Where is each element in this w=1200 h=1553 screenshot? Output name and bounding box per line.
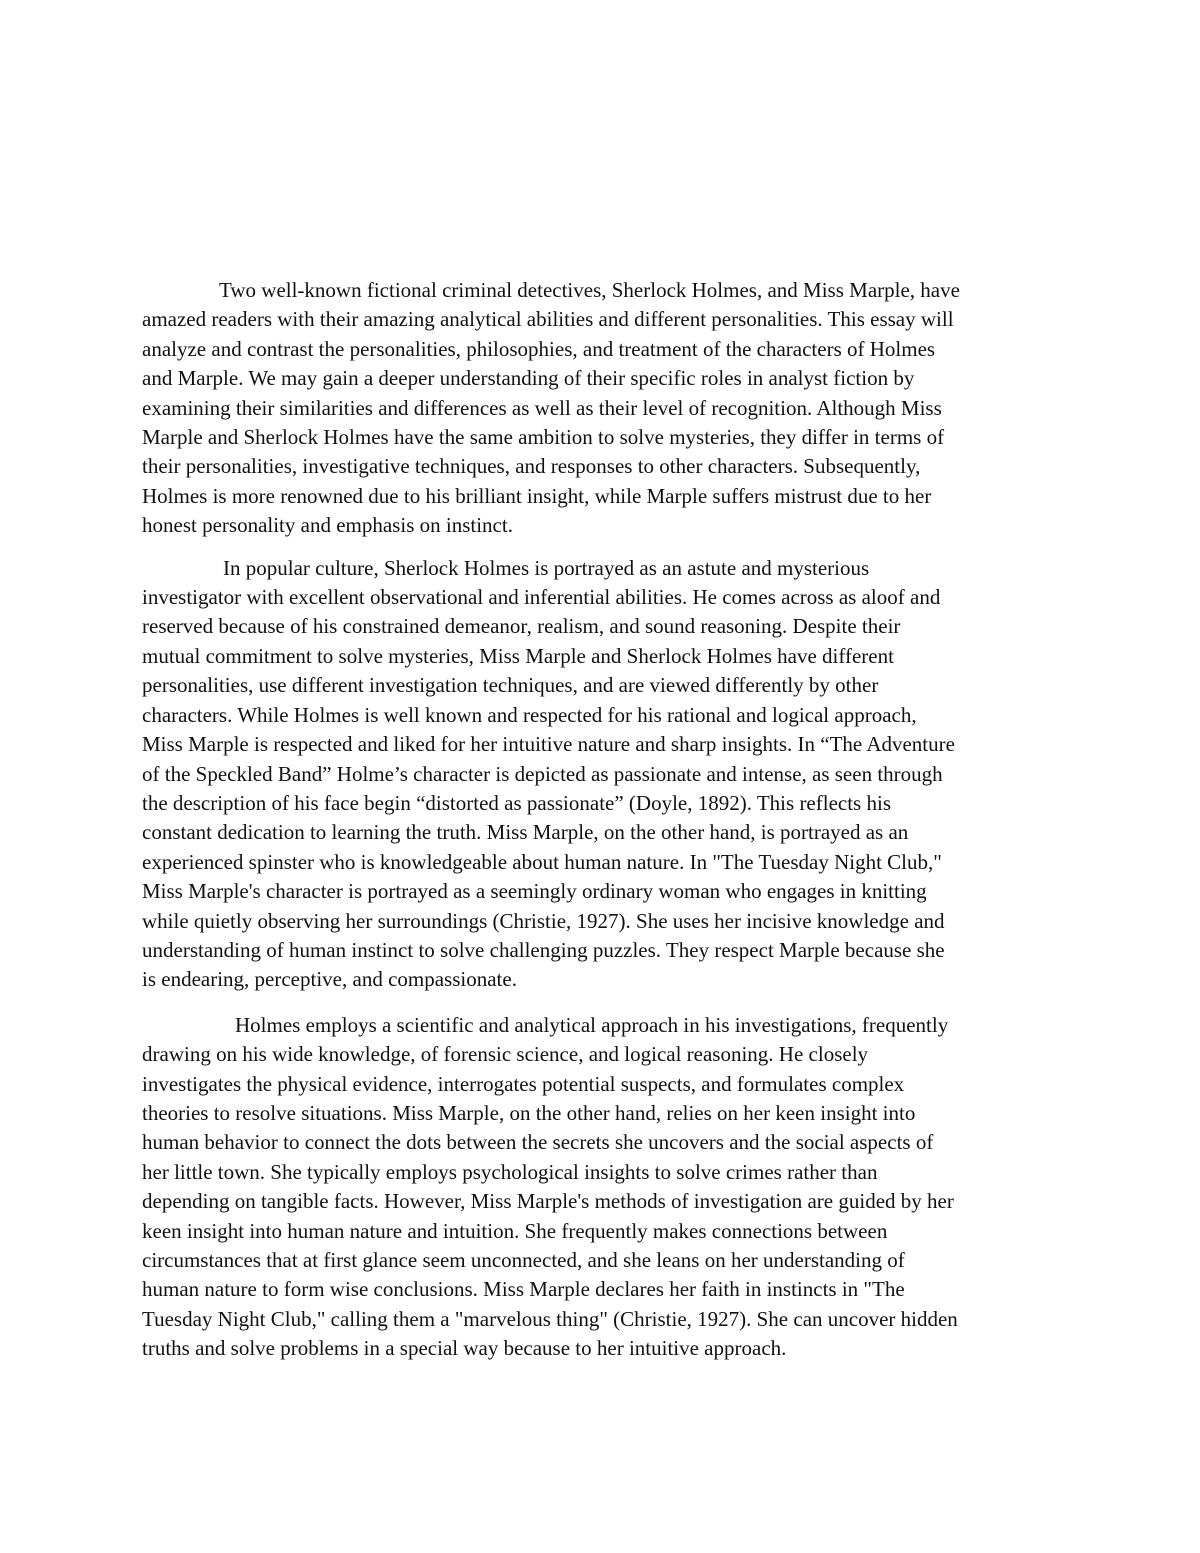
text-line: her little town. She typically employs psychological insights to solve crimes rather than xyxy=(142,1159,878,1184)
paragraph-2 xyxy=(142,554,1068,995)
text-line: examining their similarities and differences as well as their level of recognition. Although Miss xyxy=(142,395,942,420)
text-line: Tuesday Night Club," calling them a "marvelous thing" (Christie, 1927). She can uncover hidden xyxy=(142,1306,958,1331)
text-line: personalities, use different investigation techniques, and are viewed differently by other xyxy=(142,673,879,698)
text-line: depending on tangible facts. However, Miss Marple's methods of investigation are guided by her xyxy=(142,1189,954,1214)
paragraph-1 xyxy=(142,276,1068,541)
text-line: Holmes is more renowned due to his brilliant insight, while Marple suffers mistrust due to her xyxy=(142,483,932,508)
text-line: In popular culture, Sherlock Holmes is portrayed as an astute and mysterious xyxy=(223,555,870,580)
essay-body xyxy=(142,276,1068,1364)
text-line: mutual commitment to solve mysteries, Miss Marple and Sherlock Holmes have different xyxy=(142,643,894,668)
text-line: amazed readers with their amazing analytical abilities and different personalities. This essay will xyxy=(142,307,954,332)
text-line: investigates the physical evidence, interrogates potential suspects, and formulates complex xyxy=(142,1071,905,1096)
text-line: circumstances that at first glance seem unconnected, and she leans on her understanding of xyxy=(142,1248,905,1272)
text-line: and Marple. We may gain a deeper understanding of their specific roles in analyst fiction by xyxy=(142,366,915,391)
text-line: keen insight into human nature and intuition. She frequently makes connections between xyxy=(142,1218,888,1243)
text-line: understanding of human instinct to solve challenging puzzles. They respect Marple because she xyxy=(142,937,945,962)
paragraph-3 xyxy=(142,1011,1068,1364)
text-line: the description of his face begin “distorted as passionate” (Doyle, 1892). This reflects his xyxy=(142,790,891,815)
text-line: investigator with excellent observational and inferential abilities. He comes across as aloof and xyxy=(142,585,941,610)
text-line: Miss Marple is respected and liked for her intuitive nature and sharp insights. In “The Adventure xyxy=(142,732,955,757)
text-line: Two well-known fictional criminal detectives, Sherlock Holmes, and Miss Marple, have xyxy=(219,278,960,302)
text-line: theories to resolve situations. Miss Marple, on the other hand, relies on her keen insight into xyxy=(142,1100,916,1125)
text-line: their personalities, investigative techniques, and responses to other characters. Subsequently, xyxy=(142,454,921,479)
text-line: human nature to form wise conclusions. Miss Marple declares her faith in instincts in "The xyxy=(142,1277,905,1302)
text-line: analyze and contrast the personalities, philosophies, and treatment of the characters of Holmes xyxy=(142,336,936,361)
text-line: of the Speckled Band” Holme’s character is depicted as passionate and intense, as seen through xyxy=(142,761,943,786)
text-line: human behavior to connect the dots between the secrets she uncovers and the social aspects of xyxy=(142,1130,934,1155)
text-line: honest personality and emphasis on instinct. xyxy=(142,513,513,538)
text-line: drawing on his wide knowledge, of forensic science, and logical reasoning. He closely xyxy=(142,1042,869,1067)
text-line: Miss Marple's character is portrayed as a seemingly ordinary woman who engages in knitting xyxy=(142,879,927,904)
text-line: truths and solve problems in a special way because to her intuitive approach. xyxy=(142,1336,787,1361)
text-line: experienced spinster who is knowledgeable about human nature. In "The Tuesday Night Club," xyxy=(142,849,942,874)
text-line: reserved because of his constrained demeanor, realism, and sound reasoning. Despite their xyxy=(142,614,901,639)
text-line: Holmes employs a scientific and analytical approach in his investigations, frequently xyxy=(235,1012,949,1037)
text-line: constant dedication to learning the truth. Miss Marple, on the other hand, is portrayed as an xyxy=(142,820,909,845)
text-line: is endearing, perceptive, and compassionate. xyxy=(142,967,517,992)
text-line: while quietly observing her surroundings (Christie, 1927). She uses her incisive knowledge and xyxy=(142,908,945,933)
text-line: characters. While Holmes is well known and respected for his rational and logical approach, xyxy=(142,702,917,727)
text-line: Marple and Sherlock Holmes have the same ambition to solve mysteries, they differ in terms of xyxy=(142,425,945,450)
